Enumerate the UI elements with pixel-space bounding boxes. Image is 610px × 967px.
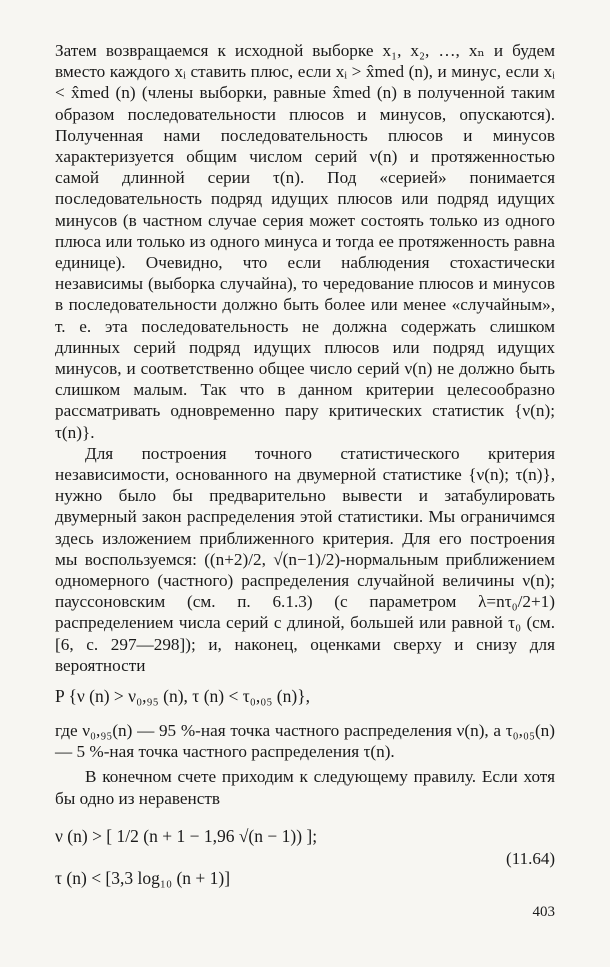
- body-text: [55, 40, 555, 676]
- probability-formula: P {ν (n) > ν₀,₉₅ (n), τ (n) < τ₀,₀₅ (n)},: [55, 686, 310, 706]
- inequality-2: τ (n) < [3,3 log₁₀ (n + 1)]: [55, 868, 231, 888]
- page-number: 403: [532, 904, 555, 920]
- body-text-2: [55, 720, 555, 809]
- paragraph-4: В конечном счете приходим к следующему правилу. Если хотя бы одно из неравенств: [55, 767, 555, 808]
- equation-number: (11.64): [506, 849, 555, 868]
- paragraph-3: где ν₀,₉₅(n) — 95 %-ная точка частного распределения ν(n), а τ₀,₀₅(n) — 5 %-ная точка частного распределения τ(n).: [55, 721, 555, 762]
- paragraph-1: Затем возвращаемся к исходной выборке x₁, x₂, …, xₙ и будем вместо каждого xᵢ ставить плюс, если xᵢ > x̂med (n), и минус, если xᵢ < x̂med (n) (члены выборки, равные x̂med (n) в полученной таким образом последовательности плюсов и минусов, опускаются). Полученная нами последовательность плюсов и минусов характеризуется общим числом серий ν(n) и протяженностью самой длинной серии τ(n). Под «серией» понимается последовательность подряд идущих плюсов или подряд идущих минусов (в частном случае серия может состоять только из одного плюса или только из одного минуса и тогда ее протяженность равна единице). Очевидно, что если наблюдения стохастически независимы (выборка случайна), то чередование плюсов и минусов в последовательности должно быть более или менее «случайным», т. е. эта последовательность не должна содержать слишком длинных серий подряд идущих плюсов или подряд идущих минусов, и соответственно общее число серий ν(n) не должно быть слишком малым. Так что в данном критерии целесообразно рассматривать одновременно пару критических статистик {ν(n); τ(n)}.: [55, 41, 555, 442]
- paragraph-2: Для построения точного статистического критерия независимости, основанного на двумерной статистике {ν(n); τ(n)}, нужно было бы предварительно вывести и затабулировать двумерный закон распределения этой статистики. Мы ограничимся здесь изложением приближенного критерия. Для его построения мы воспользуемся: ((n+2)/2, √(n−1)/2)-нормальным приближением одномерного (частного) распределения случайной величины ν(n); паусcоновским (см. п. 6.1.3) (с параметром λ=nτ₀/2+1) распределением числа серий с длиной, большей или равной τ₀ (см. [6, с. 297—298]); и, наконец, оценками сверху и снизу для вероятности: [55, 443, 555, 675]
- inequality-1: ν (n) > [ 1/2 (n + 1 − 1,96 √(n − 1)) ];: [55, 826, 318, 846]
